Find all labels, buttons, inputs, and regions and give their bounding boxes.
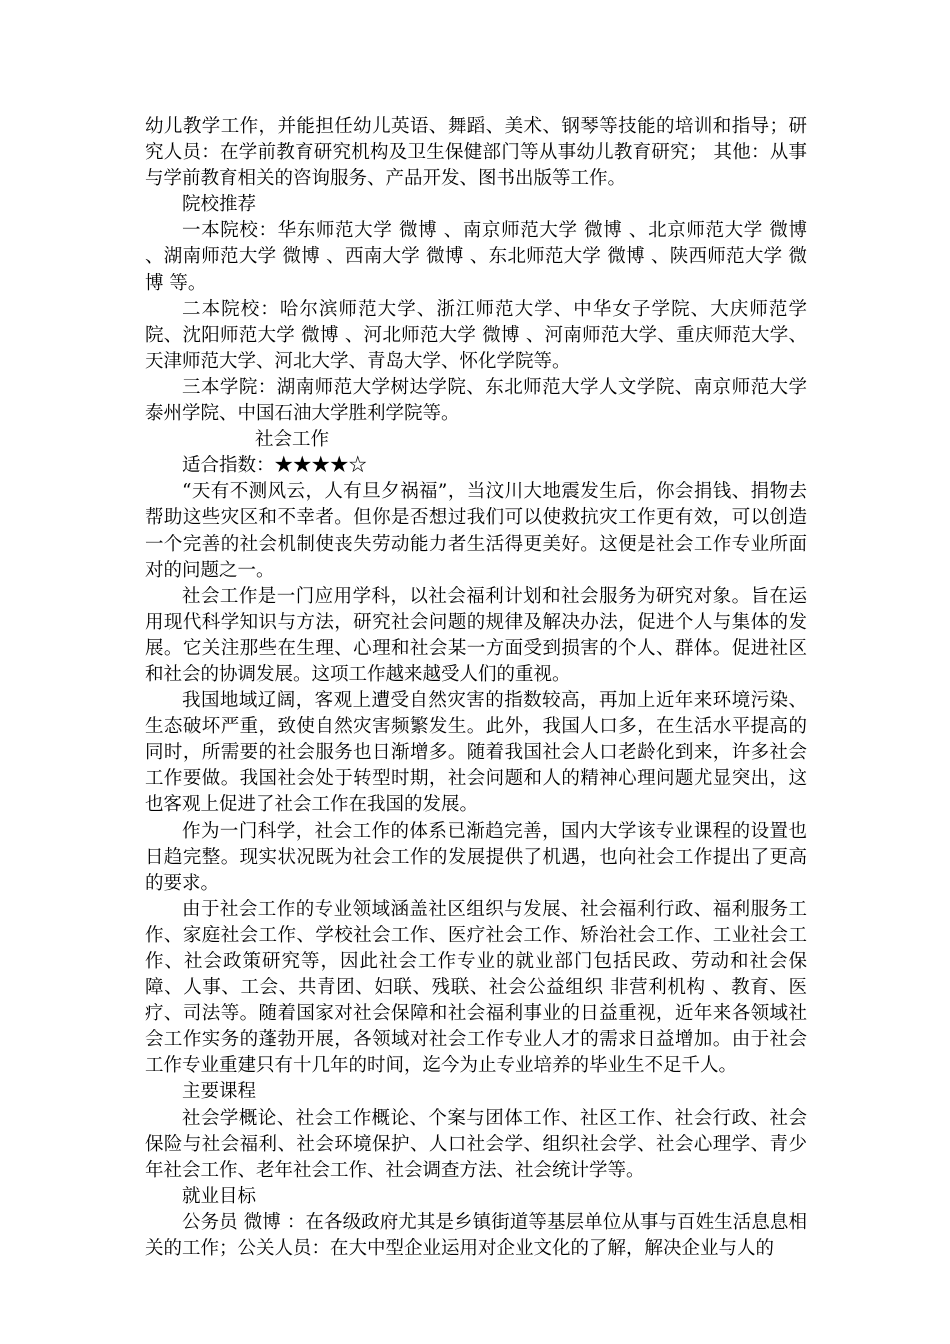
suitability-rating: 适合指数：★★★★☆ xyxy=(182,455,368,477)
paragraph-employment-fields: 由于社会工作的专业领域涵盖社区组织与发展、社会福利行政、福利服务工作、家庭社会工作、学校社会工作、医疗社会工作、矫治社会工作、工业社会工作、社会政策研究等，因此社会工作专业的就业部门包括民政、劳动和社会保障、人事、工会、共青团、妇联、残联、社会公益组织 非营利机构 、教育、医疗、司法等。随着国家对社会保障和社会福利事业的日益重视，近年来各领域社会工作实务的蓬勃开展，各领域对社会工作专业人才的需求日益增加。由于社会工作专业重建只有十几年的时间，迄今为止专业培养的毕业生不足千人。 xyxy=(145,898,807,1077)
paragraph-intro-quote: “天有不测风云，人有旦夕祸福”，当汶川大地震发生后，你会捐钱、捐物去帮助这些灾区和不幸者。但你是否想过我们可以使救抗灾工作更有效，可以创造一个完善的社会机制使丧失劳动能力者生活得更美好。这便是社会工作专业所面对的问题之一。 xyxy=(145,481,807,581)
paragraph-discipline: 作为一门科学，社会工作的体系已渐趋完善，国内大学该专业课程的设置也日趋完整。现实状况既为社会工作的发展提供了机遇，也向社会工作提出了更高的要求。 xyxy=(145,820,807,894)
paragraph-career-goals: 公务员 微博 ：在各级政府尤其是乡镇街道等基层单位从事与百姓生活息息相关的工作；公关人员：在大中型企业运用对企业文化的了解，解决企业与人的 xyxy=(145,1211,807,1260)
paragraph-tier1-schools: 一本院校：华东师范大学 微博 、南京师范大学 微博 、北京师范大学 微博 、湖南师范大学 微博 、西南大学 微博 、东北师范大学 微博 、陕西师范大学 微博 等。 xyxy=(145,220,807,294)
paragraph-courses: 社会学概论、社会工作概论、个案与团体工作、社区工作、社会行政、社会保险与社会福利、社会环境保护、人口社会学、组织社会学、社会心理学、青少年社会工作、老年社会工作、社会调查方法、社会统计学等。 xyxy=(145,1107,807,1181)
heading-career-goals: 就业目标 xyxy=(182,1185,257,1207)
heading-main-courses: 主要课程 xyxy=(182,1081,257,1103)
heading-social-work: 社会工作 xyxy=(255,429,330,451)
paragraph-tier3-schools: 三本学院：湖南师范大学树达学院、东北师范大学人文学院、南京师范大学泰州学院、中国石油大学胜利学院等。 xyxy=(145,376,807,425)
document-page xyxy=(145,114,807,1262)
paragraph-china-context: 我国地域辽阔，客观上遭受自然灾害的指数较高，再加上近年来环境污染、生态破坏严重，致使自然灾害频繁发生。此外，我国人口多，在生活水平提高的同时，所需要的社会服务也日渐增多。随着我国社会人口老龄化到来，许多社会工作要做。我国社会处于转型时期，社会问题和人的精神心理问题尤显突出，这也客观上促进了社会工作在我国的发展。 xyxy=(145,690,807,816)
heading-school-recommendations: 院校推荐 xyxy=(182,194,257,216)
paragraph-preschool-careers: 幼儿教学工作，并能担任幼儿英语、舞蹈、美术、钢琴等技能的培训和指导；研究人员：在学前教育研究机构及卫生保健部门等从事幼儿教育研究； 其他：从事与学前教育相关的咨询服务、产品开发、图书出版等工作。 xyxy=(145,116,807,190)
paragraph-definition: 社会工作是一门应用学科，以社会福利计划和社会服务为研究对象。旨在运用现代科学知识与方法，研究社会问题的规律及解决办法，促进个人与集体的发展。它关注那些在生理、心理和社会某一方面受到损害的个人、群体。促进社区和社会的协调发展。这项工作越来越受人们的重视。 xyxy=(145,585,807,685)
paragraph-tier2-schools: 二本院校：哈尔滨师范大学、浙江师范大学、中华女子学院、大庆师范学院、沈阳师范大学 微博 、河北师范大学 微博 、河南师范大学、重庆师范大学、天津师范大学、河北大学、青岛大学、怀化学院等。 xyxy=(145,298,807,372)
